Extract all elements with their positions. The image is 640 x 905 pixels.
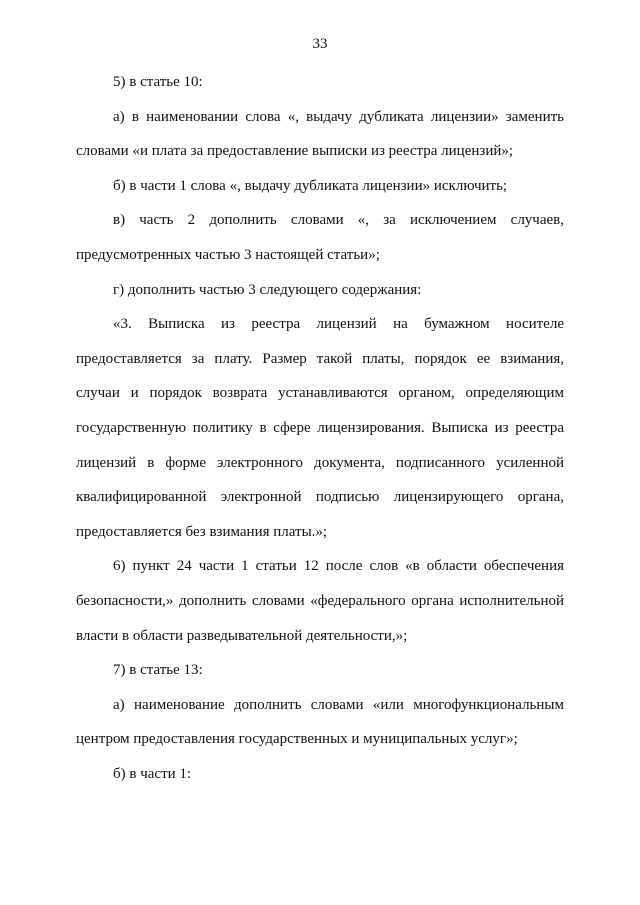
text-line: предоставляется без взимания платы.»; — [76, 523, 328, 540]
text-line: 6) пункт 24 части 1 статьи 12 после слов «в области обеспечения — [113, 558, 564, 575]
text-line: «3. Выписка из реестра лицензий на бумажном носителе — [113, 316, 564, 333]
text-line: государственную политику в сфере лицензирования. Выписка из реестра — [76, 419, 564, 436]
text-line: а) наименование дополнить словами «или многофункциональным — [113, 696, 564, 713]
document-body — [76, 65, 564, 791]
text-line: в) часть 2 дополнить словами «, за исключением случаев, — [113, 212, 564, 229]
text-line: 7) в статье 13: — [113, 662, 203, 679]
text-line: предусмотренных частью 3 настоящей статьи»; — [76, 246, 380, 263]
text-line: власти в области разведывательной деятельности,»; — [76, 627, 408, 644]
text-line: предоставляется за плату. Размер такой платы, порядок ее взимания, — [76, 350, 564, 367]
text-line: а) в наименовании слова «, выдачу дубликата лицензии» заменить — [113, 108, 564, 125]
text-line: 5) в статье 10: — [113, 74, 203, 90]
text-line: квалифицированной электронной подписью лицензирующего органа, — [76, 489, 564, 506]
text-line: лицензий в форме электронного документа, подписанного усиленной — [76, 454, 564, 471]
text-line: г) дополнить частью 3 следующего содержания: — [113, 281, 422, 298]
text-line: центром предоставления государственных и муниципальных услуг»; — [76, 731, 518, 748]
text-line: б) в части 1: — [113, 765, 192, 782]
text-line: словами «и плата за предоставление выписки из реестра лицензий»; — [76, 143, 514, 160]
page-number: 33 — [312, 36, 328, 52]
text-line: б) в части 1 слова «, выдачу дубликата лицензии» исключить; — [113, 177, 508, 194]
text-line: случаи и порядок возврата устанавливаются органом, определяющим — [76, 385, 564, 402]
text-line: безопасности,» дополнить словами «федерального органа исполнительной — [76, 592, 564, 609]
